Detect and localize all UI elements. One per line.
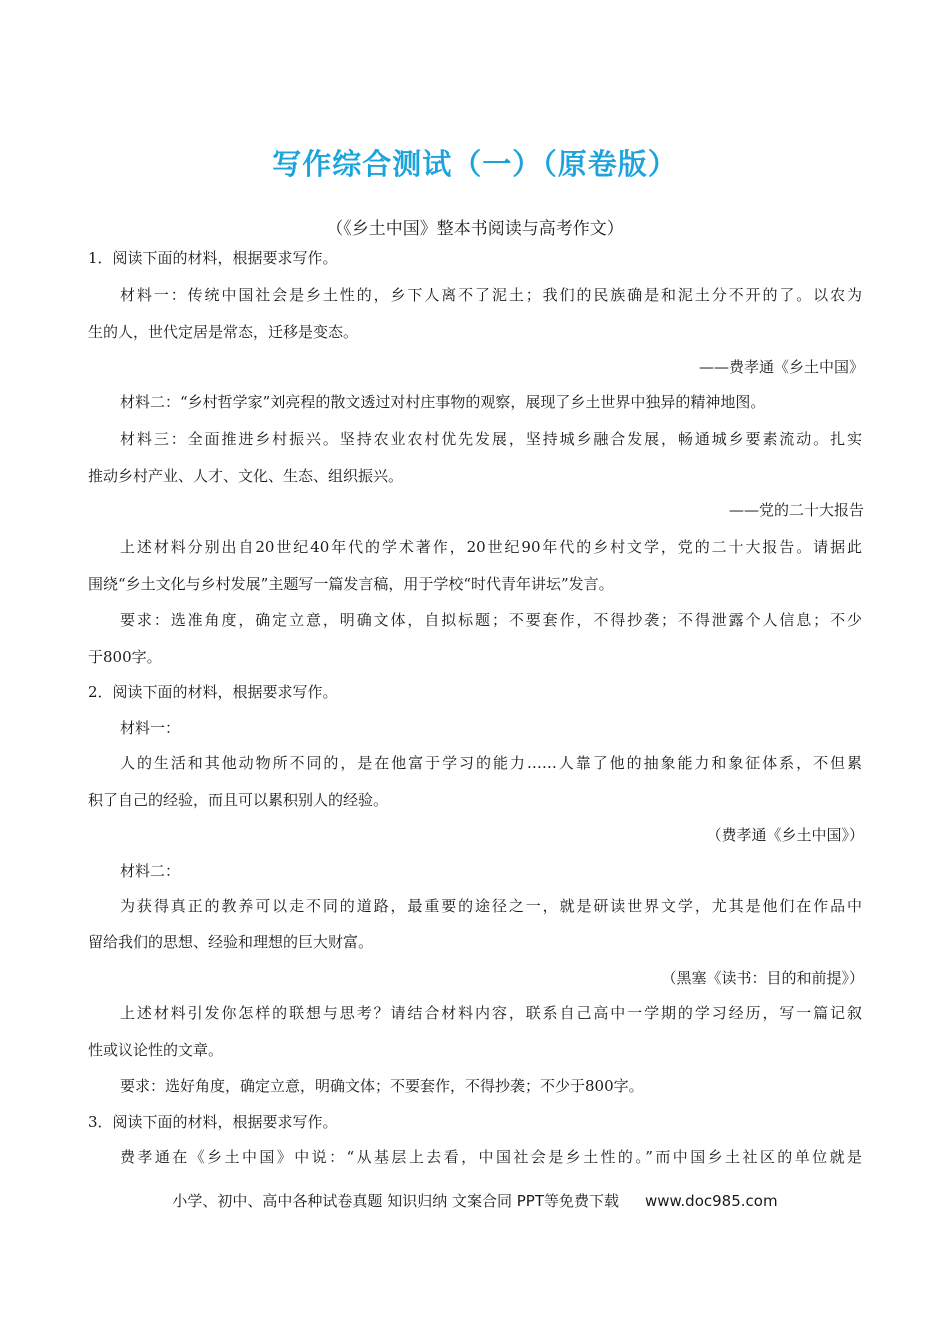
paragraph-line: 性或议论性的文章。 (88, 1041, 224, 1059)
paragraph-line: 材料一： (120, 719, 181, 737)
paragraph-line: 积了自己的经验，而且可以累积别人的经验。 (88, 791, 389, 809)
question-1-heading: 1．阅读下面的材料，根据要求写作。 (88, 249, 338, 267)
paragraph-line: 要求：选准角度，确定立意，明确文体，自拟标题；不要套作，不得抄袭；不得泄露个人信息；不少 (120, 611, 862, 629)
paragraph-line: 材料二： (120, 862, 181, 880)
paragraph-line: 推动乡村产业、人才、文化、生态、组织振兴。 (88, 467, 404, 485)
paragraph-line: 费孝通在《乡土中国》中说：“从基层上去看，中国社会是乡土性的。”而中国乡土社区的单位就是 (120, 1148, 862, 1166)
paragraph-line: 要求：选好角度，确定立意，明确文体；不要套作，不得抄袭；不少于800字。 (120, 1077, 644, 1095)
paragraph-line: 于800字。 (88, 648, 162, 666)
paragraph-line: 上述材料分别出自20世纪40年代的学术著作，20世纪90年代的乡村文学，党的二十大报告。请据此 (120, 538, 862, 556)
question-3-heading: 3．阅读下面的材料，根据要求写作。 (88, 1113, 338, 1131)
attribution: ——费孝通《乡土中国》 (698, 358, 864, 376)
paragraph-line: 生的人，世代定居是常态，迁移是变态。 (88, 323, 359, 341)
page-subtitle: （《乡土中国》整本书阅读与高考作文） (326, 219, 624, 239)
paragraph-line: 上述材料引发你怎样的联想与思考？请结合材料内容，联系自己高中一学期的学习经历，写一篇记叙 (120, 1004, 862, 1022)
paragraph-line: 留给我们的思想、经验和理想的巨大财富。 (88, 933, 374, 951)
attribution: （费孝通《乡土中国》） (706, 826, 864, 844)
page-footer (0, 1190, 950, 1211)
paragraph-line: 材料一：传统中国社会是乡土性的，乡下人离不了泥土；我们的民族确是和泥土分不开的了。以农为 (120, 286, 862, 304)
attribution: （黑塞《读书：目的和前提》） (661, 969, 864, 987)
paragraph-line: 材料三：全面推进乡村振兴。坚持农业农村优先发展，坚持城乡融合发展，畅通城乡要素流动。扎实 (120, 430, 862, 448)
page-title: 写作综合测试（一）（原卷版） (272, 147, 678, 181)
question-2-heading: 2．阅读下面的材料，根据要求写作。 (88, 683, 338, 701)
paragraph-line: 围绕“乡土文化与乡村发展”主题写一篇发言稿，用于学校“时代青年讲坛”发言。 (88, 575, 614, 593)
footer-text: 小学、初中、高中各种试卷真题 知识归纳 文案合同 PPT等免费下载 (172, 1192, 619, 1210)
paragraph-line: 材料二：“乡村哲学家”刘亮程的散文透过对村庄事物的观察，展现了乡土世界中独异的精神地图。 (120, 393, 766, 411)
attribution: ——党的二十大报告 (728, 501, 864, 519)
paragraph-line: 人的生活和其他动物所不同的，是在他富于学习的能力……人靠了他的抽象能力和象征体系，不但累 (120, 754, 862, 772)
paragraph-line: 为获得真正的教养可以走不同的道路，最重要的途径之一，就是研读世界文学，尤其是他们在作品中 (120, 897, 862, 915)
footer-url-link[interactable]: www.doc985.com (644, 1192, 778, 1210)
